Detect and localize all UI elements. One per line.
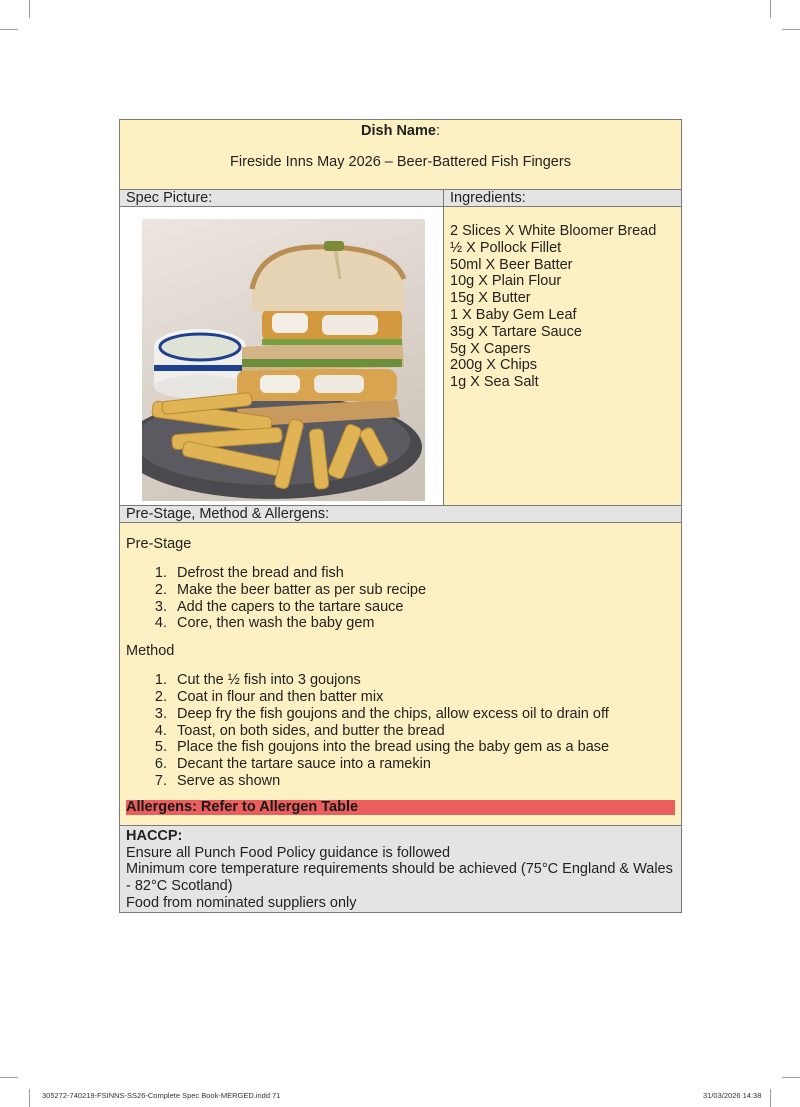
method-step: 1. Cut the ½ fish into 3 goujons	[171, 672, 675, 689]
ingredient-item: 1g X Sea Salt	[450, 374, 539, 391]
crop-mark	[782, 29, 800, 30]
ingredient-item: 1 X Baby Gem Leaf	[450, 306, 577, 323]
haccp-line: Minimum core temperature requirements should be achieved (75°C England & Wales - 82°C Scotland)	[126, 861, 673, 895]
method-cell	[120, 523, 682, 826]
ingredient-item: 50ml X Beer Batter	[450, 256, 573, 273]
crop-mark	[29, 1089, 30, 1107]
haccp-heading: HACCP:	[126, 827, 183, 844]
method-step: 2. Coat in flour and then batter mix	[171, 689, 675, 706]
spec-picture-cell	[120, 207, 444, 506]
ingredient-item: 35g X Tartare Sauce	[450, 323, 582, 340]
haccp-cell	[120, 825, 682, 912]
method-step: 6. Decant the tartare sauce into a ramekin	[171, 756, 675, 773]
method-heading: Method	[126, 643, 175, 660]
spec-table	[119, 119, 682, 913]
footer-filename: 305272-740219-FSINNS-SS26-Complete Spec Book-MERGED.indd 71	[42, 1091, 281, 1100]
method-step: 5. Place the fish goujons into the bread using the baby gem as a base	[171, 739, 675, 756]
fish-finger-sandwich-image	[142, 219, 425, 501]
ingredient-item: 2 Slices X White Bloomer Bread	[450, 223, 657, 239]
method-step: 3. Deep fry the fish goujons and the chips, allow excess oil to drain off	[171, 706, 675, 723]
method-step: 4. Toast, on both sides, and butter the bread	[171, 723, 675, 740]
prestage-heading: Pre-Stage	[126, 536, 192, 552]
haccp-line: Food from nominated suppliers only	[126, 894, 357, 911]
crop-mark	[770, 0, 771, 18]
dish-title: Fireside Inns May 2026 – Beer-Battered Fish Fingers	[230, 154, 571, 170]
allergens-banner: Allergens: Refer to Allergen Table	[126, 800, 675, 815]
ingredients-header: Ingredients:	[444, 190, 682, 207]
ingredients-list	[450, 223, 681, 391]
haccp-line: Ensure all Punch Food Policy guidance is followed	[126, 844, 451, 861]
crop-mark	[0, 1077, 18, 1078]
prestage-steps	[126, 565, 675, 632]
prestage-step: 4. Core, then wash the baby gem	[171, 615, 675, 632]
method-header: Pre-Stage, Method & Allergens:	[120, 506, 682, 523]
dish-name-cell	[120, 120, 682, 190]
crop-mark	[782, 1077, 800, 1078]
prestage-step: 2. Make the beer batter as per sub recipe	[171, 582, 675, 599]
dish-photo	[142, 219, 425, 501]
ingredient-item: ½ X Pollock Fillet	[450, 239, 562, 256]
method-steps	[126, 672, 675, 790]
crop-mark	[770, 1089, 771, 1107]
spec-picture-header: Spec Picture:	[120, 190, 444, 207]
crop-mark	[0, 29, 18, 30]
method-step: 7. Serve as shown	[171, 773, 675, 790]
ingredient-item: 10g X Plain Flour	[450, 273, 562, 290]
ingredient-item: 200g X Chips	[450, 357, 538, 374]
ingredient-item: 15g X Butter	[450, 290, 531, 307]
prestage-step: 1. Defrost the bread and fish	[171, 565, 675, 582]
footer-timestamp: 31/03/2026 14:38	[703, 1091, 762, 1100]
crop-mark	[29, 0, 30, 18]
ingredients-cell	[444, 207, 682, 506]
prestage-step: 3. Add the capers to the tartare sauce	[171, 599, 675, 616]
ingredient-item: 5g X Capers	[450, 340, 531, 357]
dish-name-label: Dish Name:	[361, 123, 440, 139]
